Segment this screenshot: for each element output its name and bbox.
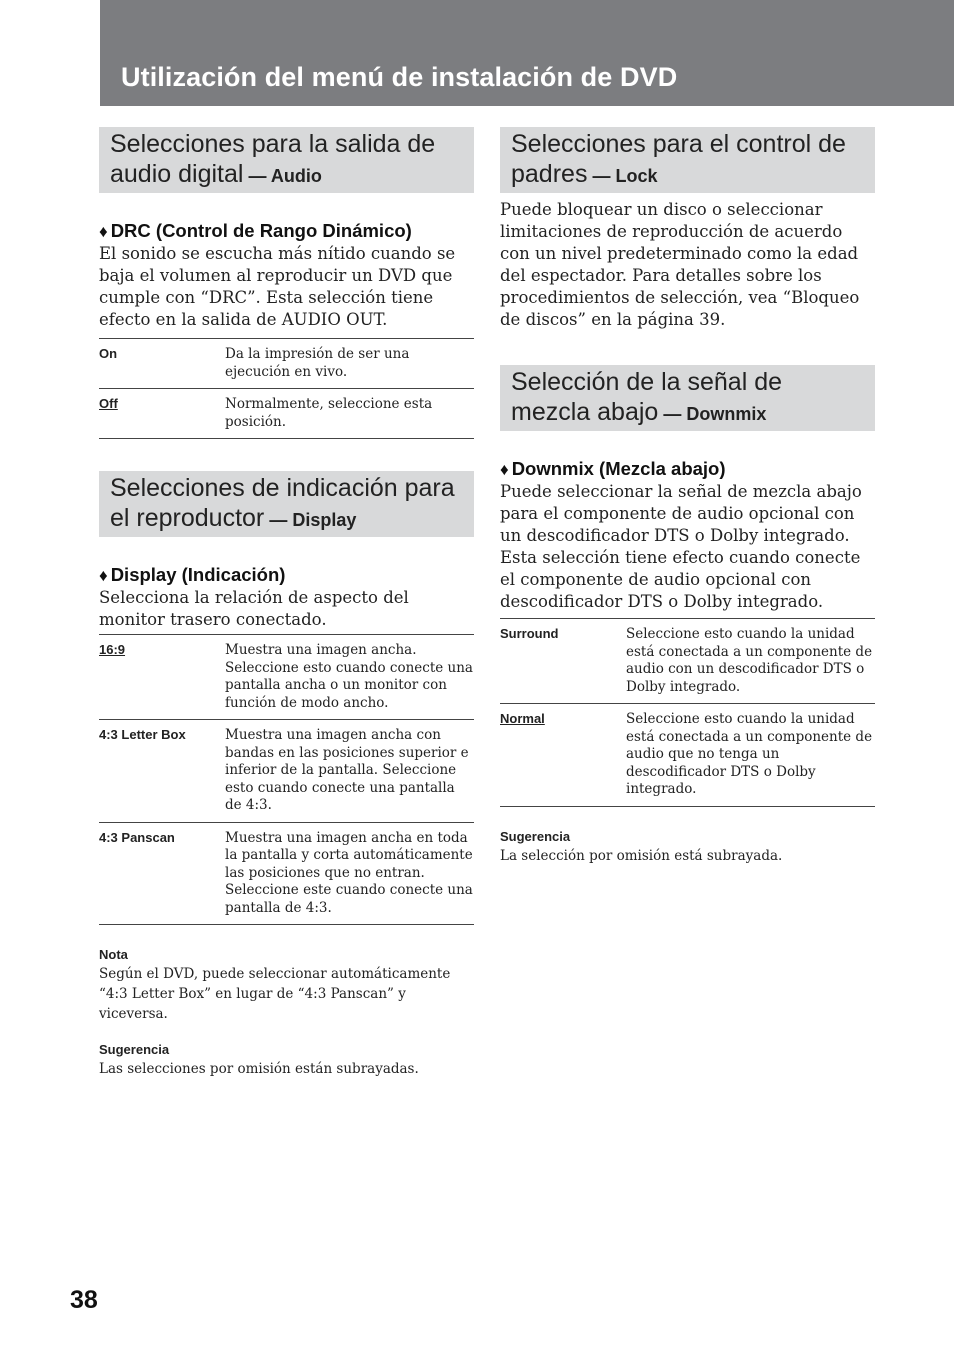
tip-text: La selección por omisión está subrayada. — [500, 847, 783, 864]
downmix-heading-label: Downmix (Mezcla abajo) — [511, 458, 726, 479]
option-key: On — [99, 339, 224, 389]
drc-heading — [99, 220, 474, 243]
section-header-lock — [500, 127, 875, 193]
drc-heading-label: DRC (Control de Rango Dinámico) — [110, 220, 412, 241]
section-title-lock: Selecciones para el control de padres — [511, 130, 846, 188]
option-description: Muestra una imagen ancha en toda la pantalla y corta automáticamente las posiciones que no entran. Seleccione este cuando conecte una pantalla de 4:3. — [224, 822, 474, 925]
section-header-downmix — [500, 365, 875, 431]
table-row — [99, 635, 474, 720]
page-number: 38 — [70, 1286, 98, 1314]
table-row — [500, 704, 875, 807]
option-description: Da la impresión de ser una ejecución en vivo. — [224, 339, 474, 389]
option-key: 4:3 Letter Box — [99, 720, 224, 823]
section-title-audio: Selecciones para la salida de audio digital — [110, 130, 436, 188]
diamond-bullet-icon: ♦ — [500, 460, 509, 479]
section-title-display: Selecciones de indicación para el reproductor — [110, 474, 455, 532]
tip-label: Sugerencia — [500, 828, 571, 844]
downmix-heading — [500, 458, 875, 481]
downmix-options-table — [500, 618, 875, 807]
note-text: Según el DVD, puede seleccionar automáticamente “4:3 Letter Box” en lugar de “4:3 Panscan” y viceversa. — [99, 966, 451, 1022]
section-header-display — [99, 471, 474, 537]
option-description: Normalmente, seleccione esta posición. — [224, 389, 474, 439]
option-key: 4:3 Panscan — [99, 822, 224, 925]
display-heading-label: Display (Indicación) — [110, 564, 286, 585]
display-description: Selecciona la relación de aspecto del monitor trasero conectado. — [99, 588, 409, 629]
table-row — [99, 339, 474, 389]
section-subtitle-downmix: — Downmix — [663, 404, 767, 424]
display-heading — [99, 564, 474, 587]
tip-label: Sugerencia — [99, 1042, 170, 1057]
section-title-downmix: Selección de la señal de mezcla abajo — [511, 368, 783, 426]
tip-text: Las selecciones por omisión están subrayadas. — [99, 1061, 419, 1077]
section-subtitle-display: — Display — [269, 510, 357, 530]
table-row — [99, 389, 474, 439]
table-row — [99, 822, 474, 925]
option-key-default: Normal — [500, 704, 625, 807]
table-row — [500, 619, 875, 704]
option-description: Seleccione esto cuando la unidad está conectada a un componente de audio con un descodificador DTS o Dolby integrado. — [625, 619, 875, 704]
right-column — [500, 127, 875, 866]
option-key-default: Off — [99, 389, 224, 439]
page-banner — [100, 0, 954, 106]
downmix-description: Puede seleccionar la señal de mezcla abajo para el componente de audio opcional con un descodificador DTS o Dolby integrado. Esta selección tiene efecto cuando conecte el componente de audio opcional con descodificador DTS o Dolby integrado. — [500, 482, 862, 611]
diamond-bullet-icon: ♦ — [99, 222, 108, 241]
section-subtitle-lock: — Lock — [592, 166, 658, 186]
audio-options-table — [99, 338, 474, 439]
table-row — [99, 720, 474, 823]
option-description: Seleccione esto cuando la unidad está conectada a un componente de audio que no tenga un descodificador DTS o Dolby integrado. — [625, 704, 875, 807]
option-key: Surround — [500, 619, 625, 704]
diamond-bullet-icon: ♦ — [99, 566, 108, 585]
display-options-table — [99, 634, 474, 925]
option-key-default: 16:9 — [99, 635, 224, 720]
section-subtitle-audio: — Audio — [248, 166, 322, 186]
drc-description: El sonido se escucha más nítido cuando se baja el volumen al reproducir un DVD que cumple con “DRC”. Esta selección tiene efecto en la salida de AUDIO OUT. — [99, 244, 456, 329]
option-description: Muestra una imagen ancha con bandas en las posiciones superior e inferior de la pantalla. Seleccione esto cuando conecte una pantalla de 4:3. — [224, 720, 474, 823]
option-description: Muestra una imagen ancha. Seleccione esto cuando conecte una pantalla ancha o un monitor con función de modo ancho. — [224, 635, 474, 720]
left-column — [99, 127, 474, 1079]
section-header-audio — [99, 127, 474, 193]
page-title: Utilización del menú de instalación de DVD — [121, 62, 678, 92]
note-label: Nota — [99, 947, 128, 962]
lock-description: Puede bloquear un disco o seleccionar limitaciones de reproducción de acuerdo con un nivel predeterminado como la edad del espectador. Para detalles sobre los procedimientos de selección, vea “Bloqueo de discos” en la página 39. — [500, 200, 860, 329]
